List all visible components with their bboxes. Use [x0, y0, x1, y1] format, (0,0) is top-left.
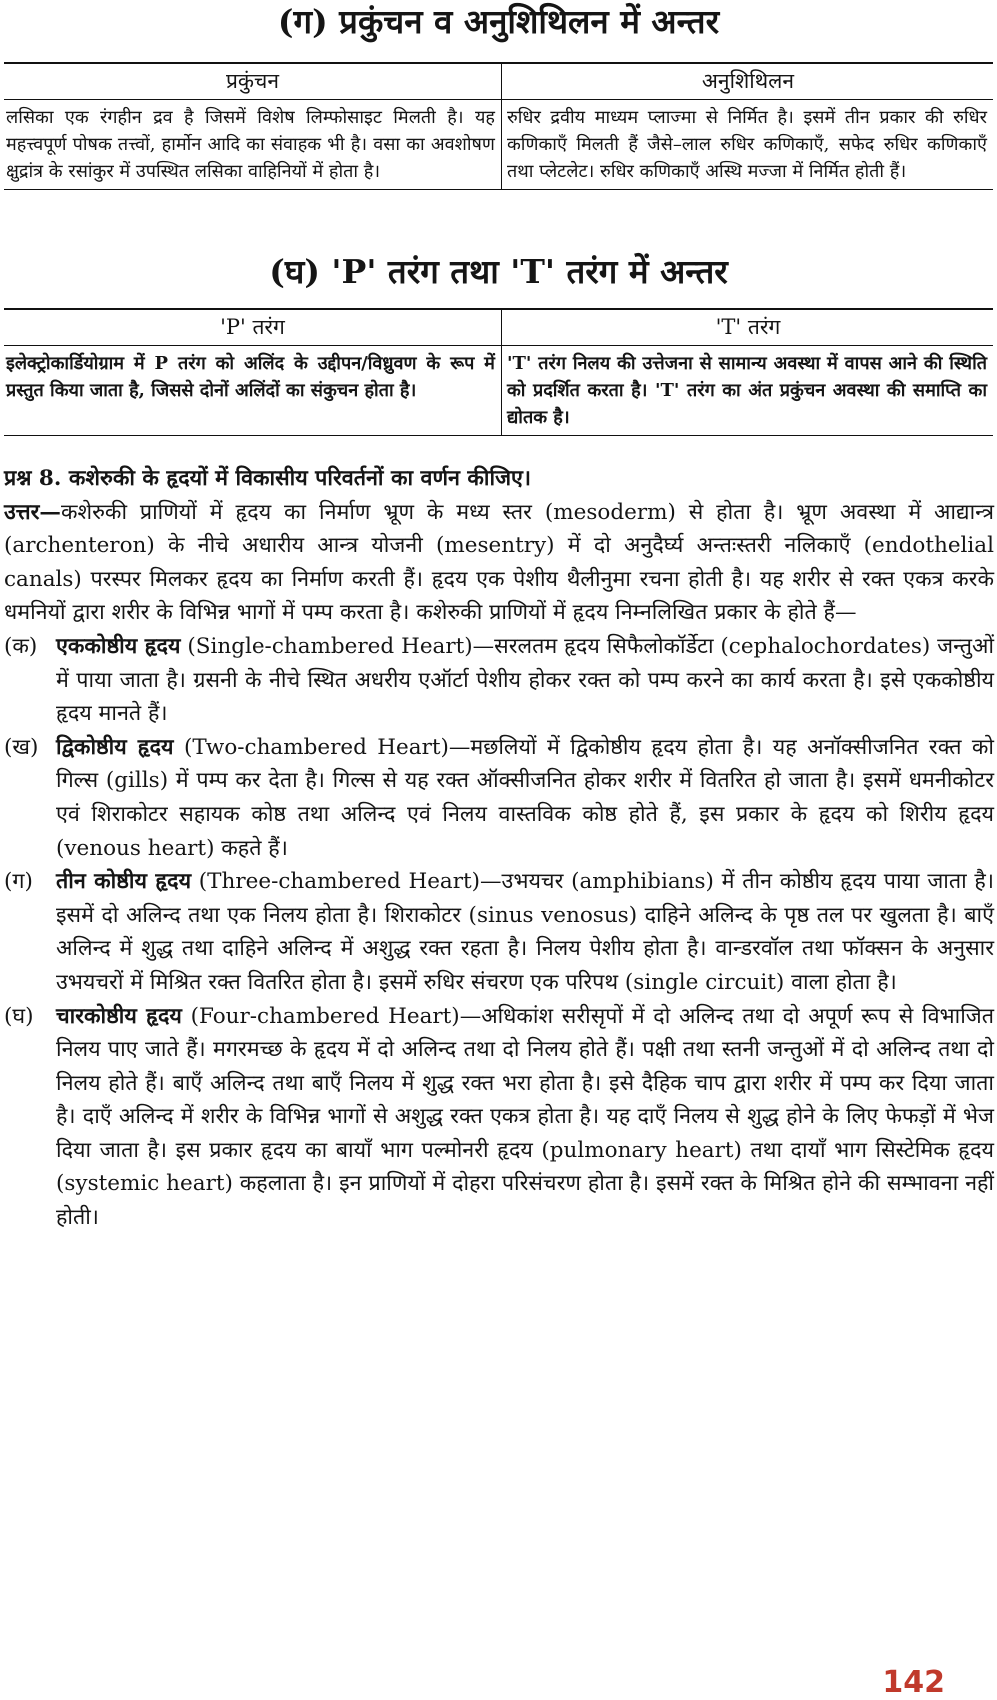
table-row [4, 346, 993, 436]
table-cell-systole: लसिका एक रंगहीन द्रव है जिसमें विशेष लिम्फोसाइट मिलती है। यह महत्त्वपूर्ण पोषक तत्त्वों, हार्मोन आदि का संवाहक भी है। वसा का अवशोषण क्षुद्रांत्र के रसांकुर में उपस्थित लसिका वाहिनियों में होता है। [4, 100, 501, 190]
item-label: (ग) [4, 869, 33, 895]
item-title: तीन कोष्ठीय हृदय [56, 869, 192, 895]
page-number: 142 [882, 1665, 945, 1700]
column-header-t-wave: 'T' तरंग [501, 309, 993, 346]
answer-body [4, 462, 994, 1235]
table-cell-diastole: रुधिर द्रवीय माध्यम प्लाज्मा से निर्मित है। इसमें तीन प्रकार की रुधिर कणिकाएँ मिलती हैं जैसे–लाल रुधिर कणिकाएँ, सफेद रुधिर कणिकाएँ तथा प्लेटलेट। रुधिर कणिकाएँ अस्थि मज्जा में निर्मित होती हैं। [501, 100, 993, 190]
comparison-table-systole-diastole [4, 62, 993, 190]
item-label: (क) [4, 633, 38, 659]
answer-intro [4, 496, 994, 630]
item-text: (Four-chambered Heart)—अधिकांश सरीसृपों में दो अलिन्द तथा दो अपूर्ण रूप से विभाजित निलय पाए जाते हैं। मगरमच्छ के हृदय में दो अलिन्द तथा दो निलय होते हैं। पक्षी तथा स्तनी जन्तुओं में दो अलिन्द तथा दो निलय होते हैं। बाएँ अलिन्द तथा बाएँ निलय में शुद्ध रक्त भरा होता है। इसे दैहिक चाप द्वारा शरीर में पम्प कर दिया जाता है। दाएँ अलिन्द में शरीर के विभिन्न भागों से अशुद्ध रक्त एकत्र होता है। यह दाएँ निलय से शुद्ध होने के लिए फेफड़ों में भेज दिया जाता है। इस प्रकार हृदय का बायाँ भाग पल्मोनरी हृदय (pulmonary heart) तथा दायाँ भाग सिस्टेमिक हृदय (systemic heart) कहलाता है। इन प्राणियों में दोहरा परिसंचरण होता है। इसमें रक्त के मिश्रित होने की सम्भावना नहीं होती। [56, 1003, 994, 1231]
section-heading-p-t-wave: (घ) 'P' तरंग तथा 'T' तरंग में अन्तर [269, 252, 728, 291]
table-header-row [4, 309, 993, 346]
list-item [4, 865, 994, 999]
answer-label: उत्तर— [4, 499, 61, 525]
table-cell-p-wave: इलेक्ट्रोकार्डियोग्राम में P तरंग को अलिंद के उद्दीपन/विध्रुवण के रूप में प्रस्तुत किया जाता है, जिससे दोनों अलिंदों का संकुचन होता है। [4, 346, 501, 436]
table-header-row [4, 63, 993, 100]
item-text: (Single-chambered Heart)—सरलतम हृदय सिफैलोकॉर्डेटा (cephalochordates) जन्तुओं में पाया जाता है। ग्रसनी के नीचे स्थित अधरीय एऑर्टा पेशीय होकर रक्त को पम्प करने का कार्य करता है। इसे एककोष्ठीय हृदय मानते हैं। [56, 633, 994, 727]
item-label: (ख) [4, 734, 39, 760]
table-cell-t-wave: 'T' तरंग निलय की उत्तेजना से सामान्य अवस्था में वापस आने की स्थिति को प्रदर्शित करता है। 'T' तरंग का अंत प्रकुंचन अवस्था की समाप्ति का द्योतक है। [501, 346, 993, 436]
column-header-systole: प्रकुंचन [4, 63, 501, 100]
section-heading-systole-diastole: (ग) प्रकुंचन व अनुशिथिलन में अन्तर [277, 2, 720, 41]
item-label: (घ) [4, 1003, 34, 1029]
question-heading: प्रश्न 8. कशेरुकी के हृदयों में विकासीय परिवर्तनों का वर्णन कीजिए। [4, 466, 532, 491]
item-body [56, 731, 994, 865]
item-body [56, 630, 994, 731]
item-body [56, 1000, 994, 1235]
item-title: द्विकोष्ठीय हृदय [56, 734, 174, 760]
answer-intro-text: कशेरुकी प्राणियों में हृदय का निर्माण भ्रूण के मध्य स्तर (mesoderm) से होता है। भ्रूण अवस्था में आद्यान्त्र (archenteron) के नीचे अधारीय आन्त्र योजनी (mesentry) में दो अनुदैर्घ्य अन्तःस्तरी नलिकाएँ (endothelial canals) परस्पर मिलकर हृदय का निर्माण करती हैं। हृदय एक पेशीय थैलीनुमा रचना होती है। यह शरीर से रक्त एकत्र करके धमनियों द्वारा शरीर के विभिन्न भागों में पम्प करता है। कशेरुकी प्राणियों में हृदय निम्नलिखित प्रकार के होते हैं— [4, 499, 994, 626]
table-row [4, 100, 993, 190]
item-title: एककोष्ठीय हृदय [56, 633, 181, 659]
list-item [4, 1000, 994, 1235]
comparison-table-p-t-wave [4, 308, 993, 436]
column-header-p-wave: 'P' तरंग [4, 309, 501, 346]
list-item [4, 731, 994, 865]
list-item [4, 630, 994, 731]
item-text: (Three-chambered Heart)—उभयचर (amphibians) में तीन कोष्ठीय हृदय पाया जाता है। इसमें दो अलिन्द तथा एक निलय होता है। शिराकोटर (sinus venosus) दाहिने अलिन्द के पृष्ठ तल पर खुलता है। बाएँ अलिन्द में शुद्ध तथा दाहिने अलिन्द में अशुद्ध रक्त रहता है। निलय पेशीय होता है। वान्डरवॉल तथा फॉक्सन के अनुसार उभयचरों में मिश्रित रक्त वितरित होता है। इसमें रुधिर संचरण एक परिपथ (single circuit) वाला होता है। [56, 869, 994, 995]
column-header-diastole: अनुशिथिलन [501, 63, 993, 100]
item-body [56, 865, 994, 999]
item-title: चारकोष्ठीय हृदय [56, 1003, 182, 1029]
item-text: (Two-chambered Heart)—मछलियों में द्विकोष्ठीय हृदय होता है। यह अनॉक्सीजनित रक्त को गिल्स (gills) में पम्प कर देता है। गिल्स से यह रक्त ऑक्सीजनित होकर शरीर में वितरित हो जाता है। इसमें धमनीकोटर एवं शिराकोटर सहायक कोष्ठ तथा अलिन्द एवं निलय वास्तविक कोष्ठ होते हैं, इस प्रकार के हृदय को शिरीय हृदय (venous heart) कहते हैं। [56, 734, 994, 861]
